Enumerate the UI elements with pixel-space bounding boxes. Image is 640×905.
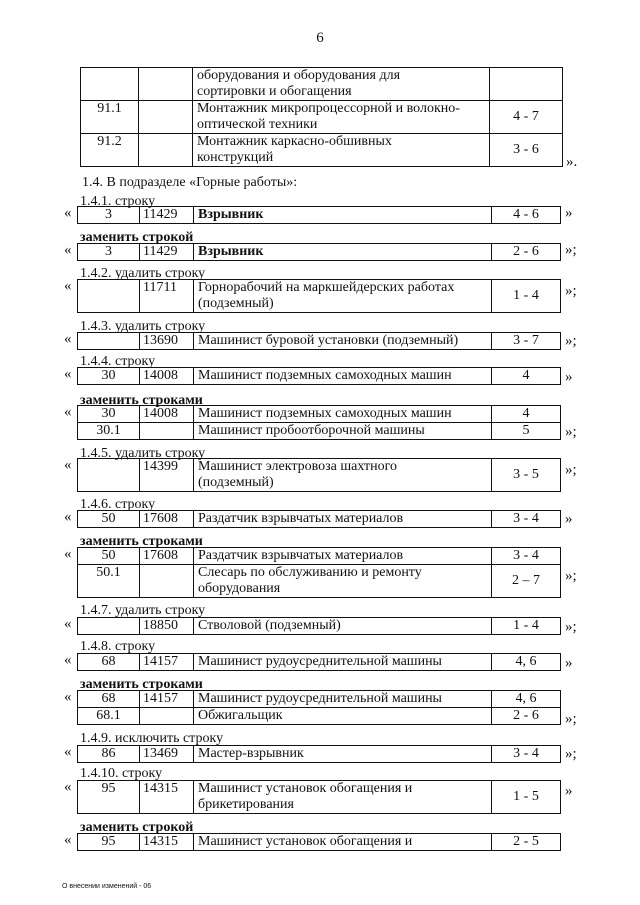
grade-range-cell: 1 - 4	[492, 280, 561, 313]
table-row	[78, 834, 561, 851]
replace-label: заменить строкой	[80, 820, 194, 835]
open-quote: «	[64, 652, 72, 668]
grade-range-cell: 3 - 5	[492, 459, 561, 492]
amendment-label: 1.4.3. удалить строку	[80, 319, 206, 334]
profession-name-line: оборудования и оборудования для	[197, 68, 401, 83]
profession-name-line: (подземный)	[198, 475, 274, 490]
table-row	[78, 746, 561, 763]
code-cell: 14315	[140, 834, 194, 851]
code-cell: 14315	[140, 781, 194, 814]
amendment-table	[77, 745, 561, 763]
page-number: 6	[316, 30, 324, 46]
close-quote: »;	[565, 568, 577, 584]
amendment-label: 1.4.7. удалить строку	[80, 603, 206, 618]
grade-range-cell	[490, 68, 563, 101]
amendment-label: 1.4.9. исключить строку	[80, 731, 224, 746]
amendment-table	[77, 653, 561, 671]
profession-name-cell	[194, 280, 492, 313]
open-quote: «	[64, 366, 72, 382]
amendment-table	[77, 833, 561, 851]
table-row	[78, 207, 561, 224]
table-row	[81, 134, 563, 167]
close-quote: »	[565, 783, 573, 799]
grade-range-cell: 4 - 7	[490, 101, 563, 134]
table-row	[78, 423, 561, 440]
open-quote: «	[64, 278, 72, 294]
grade-range-cell: 1 - 4	[492, 618, 561, 635]
grade-range-cell: 4 - 6	[492, 207, 561, 224]
profession-name-cell	[194, 781, 492, 814]
table-row	[78, 459, 561, 492]
row-number-cell: 68	[78, 654, 140, 671]
code-cell	[140, 423, 194, 440]
code-cell: 13690	[140, 333, 194, 350]
profession-name-line: Взрывник	[198, 207, 264, 222]
amendment-table	[77, 243, 561, 261]
open-quote: «	[64, 404, 72, 420]
amendment-table	[77, 690, 561, 725]
profession-name-cell	[193, 68, 490, 101]
code-cell: 14157	[140, 654, 194, 671]
close-quote: »	[565, 369, 573, 385]
table-row	[81, 101, 563, 134]
table-row	[78, 511, 561, 528]
grade-range-cell: 3 - 7	[492, 333, 561, 350]
replace-label: заменить строками	[80, 393, 203, 408]
open-quote: «	[64, 331, 72, 347]
table-row	[78, 618, 561, 635]
row-number-cell: 50	[78, 511, 140, 528]
row-number-cell: 3	[78, 207, 140, 224]
row-number-cell: 30	[78, 368, 140, 385]
row-number-cell: 3	[78, 244, 140, 261]
amendment-label: 1.4.4. строку	[80, 354, 156, 369]
open-quote: «	[64, 205, 72, 221]
profession-name-line: Стволовой (подземный)	[198, 618, 341, 633]
profession-name-cell	[194, 834, 492, 851]
amendment-label: 1.4.6. строку	[80, 497, 156, 512]
section-heading: 1.4. В подразделе «Горные работы»:	[82, 175, 298, 190]
grade-range-cell: 1 - 5	[492, 781, 561, 814]
profession-name-cell	[194, 333, 492, 350]
open-quote: «	[64, 546, 72, 562]
row-number-cell: 50.1	[78, 565, 140, 598]
row-number-cell	[78, 280, 140, 313]
profession-name-cell	[194, 423, 492, 440]
amendment-table	[77, 279, 561, 313]
code-cell: 11429	[140, 244, 194, 261]
profession-name-line: Раздатчик взрывчатых материалов	[198, 548, 404, 563]
profession-name-line: Машинист пробоотборочной машины	[198, 423, 425, 438]
replace-label: заменить строкой	[80, 230, 194, 245]
row-number-cell	[78, 618, 140, 635]
amendment-table	[77, 780, 561, 814]
profession-name-line: Монтажник каркасно-обшивных	[197, 134, 392, 149]
table-row	[78, 565, 561, 598]
close-quote: »;	[565, 711, 577, 727]
code-cell: 13469	[140, 746, 194, 763]
profession-name-cell	[194, 459, 492, 492]
top-table-close-quote: ».	[566, 154, 578, 170]
profession-name-line: Машинист установок обогащения и	[198, 781, 413, 796]
code-cell	[139, 101, 193, 134]
profession-name-line: Машинист установок обогащения и	[198, 834, 413, 849]
close-quote: »;	[565, 283, 577, 299]
replace-label: заменить строками	[80, 534, 203, 549]
row-number-cell: 50	[78, 548, 140, 565]
code-cell	[139, 68, 193, 101]
profession-name-line: Раздатчик взрывчатых материалов	[198, 511, 404, 526]
table-row	[78, 333, 561, 350]
grade-range-cell: 4	[492, 368, 561, 385]
code-cell: 14157	[140, 691, 194, 708]
close-quote: »;	[565, 746, 577, 762]
grade-range-cell: 3 - 6	[490, 134, 563, 167]
close-quote: »	[565, 511, 573, 527]
grade-range-cell: 5	[492, 423, 561, 440]
amendment-label: 1.4.5. удалить строку	[80, 446, 206, 461]
grade-range-cell: 4	[492, 406, 561, 423]
grade-range-cell: 2 - 6	[492, 244, 561, 261]
open-quote: «	[64, 779, 72, 795]
close-quote: »;	[565, 424, 577, 440]
grade-range-cell: 3 - 4	[492, 511, 561, 528]
profession-name-cell	[194, 244, 492, 261]
profession-name-cell	[193, 134, 490, 167]
footer: О внесении изменений - 06	[62, 883, 152, 890]
table-row	[78, 280, 561, 313]
code-cell: 14008	[140, 406, 194, 423]
code-cell	[140, 565, 194, 598]
profession-name-cell	[194, 368, 492, 385]
profession-name-line: (подземный)	[198, 296, 274, 311]
profession-name-line: Взрывник	[198, 244, 264, 259]
grade-range-cell: 4, 6	[492, 654, 561, 671]
profession-name-cell	[193, 101, 490, 134]
row-number-cell: 30.1	[78, 423, 140, 440]
code-cell: 11429	[140, 207, 194, 224]
amendment-table	[77, 458, 561, 492]
row-number-cell	[78, 333, 140, 350]
table-row	[78, 548, 561, 565]
top-table	[80, 67, 563, 167]
grade-range-cell: 4, 6	[492, 691, 561, 708]
profession-name-cell	[194, 207, 492, 224]
open-quote: «	[64, 242, 72, 258]
open-quote: «	[64, 457, 72, 473]
profession-name-line: конструкций	[197, 150, 274, 165]
table-row	[78, 708, 561, 725]
close-quote: »;	[565, 462, 577, 478]
profession-name-line: оборудования	[198, 581, 281, 596]
grade-range-cell: 3 - 4	[492, 746, 561, 763]
table-row	[78, 406, 561, 423]
open-quote: «	[64, 509, 72, 525]
row-number-cell: 95	[78, 834, 140, 851]
row-number-cell: 30	[78, 406, 140, 423]
profession-name-line: брикетирования	[198, 797, 294, 812]
row-number-cell: 91.2	[81, 134, 139, 167]
row-number-cell: 68.1	[78, 708, 140, 725]
code-cell: 14008	[140, 368, 194, 385]
code-cell: 17608	[140, 548, 194, 565]
grade-range-cell: 3 - 4	[492, 548, 561, 565]
grade-range-cell: 2 - 6	[492, 708, 561, 725]
profession-name-line: Машинист подземных самоходных машин	[198, 406, 452, 421]
code-cell: 11711	[140, 280, 194, 313]
amendment-table	[77, 617, 561, 635]
table-row	[78, 654, 561, 671]
table-row	[78, 368, 561, 385]
profession-name-cell	[194, 406, 492, 423]
amendment-label: 1.4.8. строку	[80, 639, 156, 654]
profession-name-line: Машинист буровой установки (подземный)	[198, 333, 459, 348]
close-quote: »;	[565, 242, 577, 258]
row-number-cell: 86	[78, 746, 140, 763]
code-cell: 18850	[140, 618, 194, 635]
close-quote: »;	[565, 619, 577, 635]
open-quote: «	[64, 744, 72, 760]
profession-name-cell	[194, 548, 492, 565]
table-row	[78, 244, 561, 261]
code-cell	[139, 134, 193, 167]
code-cell: 17608	[140, 511, 194, 528]
table-row	[78, 781, 561, 814]
profession-name-cell	[194, 708, 492, 725]
code-cell: 14399	[140, 459, 194, 492]
profession-name-cell	[194, 746, 492, 763]
profession-name-line: Горнорабочий на маркшейдерских работах	[198, 280, 455, 295]
profession-name-line: Машинист электровоза шахтного	[198, 459, 398, 474]
profession-name-cell	[194, 511, 492, 528]
row-number-cell	[78, 459, 140, 492]
profession-name-cell	[194, 654, 492, 671]
amendment-table	[77, 367, 561, 385]
profession-name-line: Машинист рудоусреднительной машины	[198, 691, 442, 706]
amendment-table	[77, 206, 561, 224]
close-quote: »;	[565, 333, 577, 349]
open-quote: «	[64, 832, 72, 848]
close-quote: »	[565, 655, 573, 671]
profession-name-line: Мастер-взрывник	[198, 746, 304, 761]
amendment-label: 1.4.1. строку	[80, 194, 156, 209]
row-number-cell: 91.1	[81, 101, 139, 134]
profession-name-cell	[194, 565, 492, 598]
replace-label: заменить строками	[80, 677, 203, 692]
grade-range-cell: 2 - 5	[492, 834, 561, 851]
open-quote: «	[64, 616, 72, 632]
row-number-cell: 95	[78, 781, 140, 814]
profession-name-line: Монтажник микропроцессорной и волокно-	[197, 101, 460, 116]
row-number-cell	[81, 68, 139, 101]
profession-name-cell	[194, 691, 492, 708]
amendment-table	[77, 510, 561, 528]
open-quote: «	[64, 689, 72, 705]
profession-name-line: Машинист подземных самоходных машин	[198, 368, 452, 383]
row-number-cell: 68	[78, 691, 140, 708]
close-quote: »	[565, 205, 573, 221]
profession-name-line: Слесарь по обслуживанию и ремонту	[198, 565, 422, 580]
profession-name-line: сортировки и обогащения	[197, 84, 352, 99]
amendment-table	[77, 405, 561, 440]
profession-name-line: Машинист рудоусреднительной машины	[198, 654, 442, 669]
amendment-table	[77, 332, 561, 350]
amendment-label: 1.4.10. строку	[80, 766, 163, 781]
grade-range-cell: 2 – 7	[492, 565, 561, 598]
profession-name-cell	[194, 618, 492, 635]
code-cell	[140, 708, 194, 725]
profession-name-line: оптической техники	[197, 117, 318, 132]
table-row	[81, 68, 563, 101]
amendment-table	[77, 547, 561, 598]
table-row	[78, 691, 561, 708]
profession-name-line: Обжигальщик	[198, 708, 283, 723]
amendment-label: 1.4.2. удалить строку	[80, 266, 206, 281]
